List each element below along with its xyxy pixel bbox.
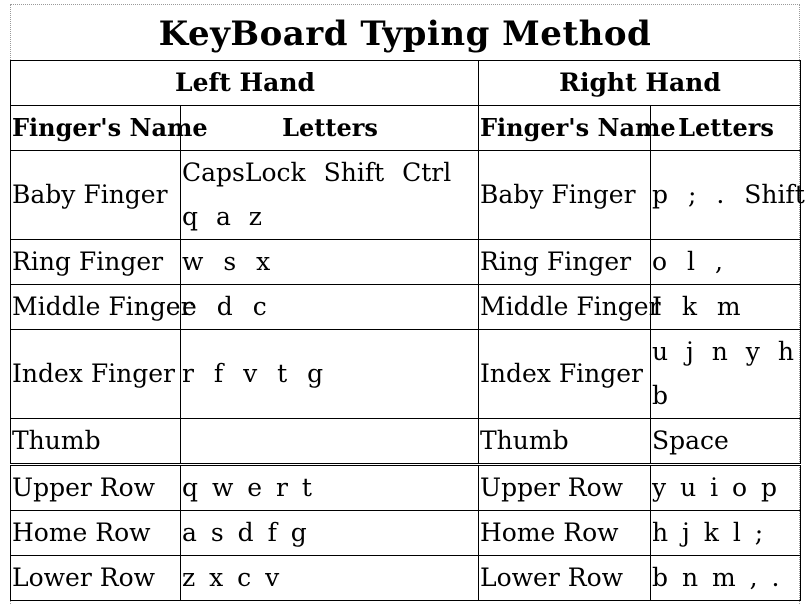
right-finger-cell: Thumb: [479, 419, 651, 465]
left-finger-cell: Upper Row: [11, 465, 181, 511]
right-finger-cell: Index Finger: [479, 330, 651, 419]
table-row: [11, 465, 801, 511]
page-title: KeyBoard Typing Method: [158, 14, 652, 54]
left-letters-cell: q w e r t: [181, 465, 479, 511]
right-letters-header: Letters: [651, 106, 801, 151]
table-row: [11, 240, 801, 285]
right-hand-header: Right Hand: [479, 61, 801, 106]
right-finger-cell: Upper Row: [479, 465, 651, 511]
right-letters-cell: p ; . Shift: [651, 151, 801, 240]
left-finger-cell: Thumb: [11, 419, 181, 465]
left-finger-cell: Middle Finger: [11, 285, 181, 330]
table-row: [11, 511, 801, 556]
left-hand-header: Left Hand: [11, 61, 479, 106]
left-finger-cell: Home Row: [11, 511, 181, 556]
right-letters-cell: I k m: [651, 285, 801, 330]
left-letters-header: Letters: [181, 106, 479, 151]
table-row: [11, 419, 801, 465]
left-letters-cell: z x c v: [181, 556, 479, 601]
typing-method-table: [10, 60, 805, 601]
left-finger-cell: Lower Row: [11, 556, 181, 601]
left-finger-name-header: Finger's Name: [11, 106, 181, 151]
right-letters-cell: o l ,: [651, 240, 801, 285]
table-row: [11, 556, 801, 601]
left-finger-cell: Index Finger: [11, 330, 181, 419]
right-finger-cell: Ring Finger: [479, 240, 651, 285]
right-letters-cell: b n m , .: [651, 556, 801, 601]
right-letters-cell: u j n y h b: [651, 330, 801, 419]
left-letters-cell: a s d f g: [181, 511, 479, 556]
left-letters-cell: w s x: [181, 240, 479, 285]
right-finger-cell: Baby Finger: [479, 151, 651, 240]
right-finger-name-header: Finger's Name: [479, 106, 651, 151]
right-letters-cell: h j k l ;: [651, 511, 801, 556]
left-letters-cell: [181, 419, 479, 465]
left-letters-cell: CapsLock Shift Ctrl q a z: [181, 151, 479, 240]
right-finger-cell: Home Row: [479, 511, 651, 556]
table-row: [11, 330, 801, 419]
right-finger-cell: Middle Finger: [479, 285, 651, 330]
right-letters-cell: y u i o p: [651, 465, 801, 511]
left-letters-cell: e d c: [181, 285, 479, 330]
table-row: [11, 151, 801, 240]
right-letters-cell: Space: [651, 419, 801, 465]
table-row: [11, 285, 801, 330]
left-letters-cell: r f v t g: [181, 330, 479, 419]
left-finger-cell: Baby Finger: [11, 151, 181, 240]
right-finger-cell: Lower Row: [479, 556, 651, 601]
left-finger-cell: Ring Finger: [11, 240, 181, 285]
